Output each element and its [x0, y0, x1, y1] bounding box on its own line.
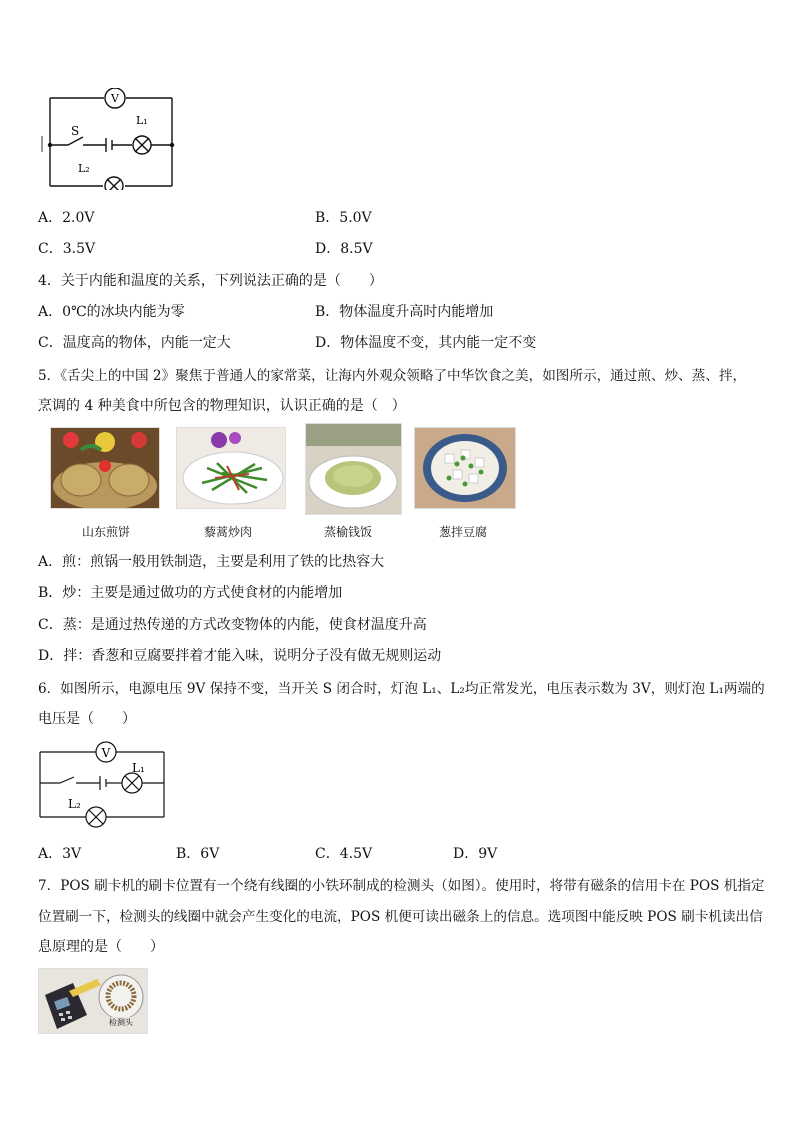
q7-stem-line1: 7．POS 刷卡机的刷卡位置有一个绕有线圈的小铁环制成的检测头（如图）。使用时，将带有磁条的信用卡在 POS 机指定: [38, 878, 765, 894]
food-caption-3: 蒸榆钱饭: [324, 525, 373, 539]
food-image-yuqian: [305, 423, 402, 515]
q6-stem-line1: 6．如图所示，电源电压 9V 保持不变，当开关 S 闭合时，灯泡 L₁、L₂均正常发光，电压表示数为 3V，则灯泡 L₁两端的: [38, 681, 765, 697]
q6-option-c[interactable]: C．4.5V: [315, 846, 373, 862]
pos-machine-image: [38, 968, 148, 1034]
q3-l1-label: L₁: [136, 114, 148, 127]
q3-voltmeter-label: V: [111, 92, 119, 105]
q5-stem-line2: 烹调的 4 种美食中所包含的物理知识，认识正确的是（ ）: [38, 398, 406, 414]
pos-detector-label: 检测头: [109, 1018, 133, 1027]
food-image-doufu: [414, 427, 516, 509]
q4-option-a[interactable]: A．0℃的冰块内能为零: [38, 304, 185, 320]
q6-stem-line2: 电压是（ ）: [38, 711, 136, 727]
q7-stem-line3: 息原理的是（ ）: [38, 939, 164, 955]
food-caption-2: 藜蒿炒肉: [204, 525, 253, 539]
q5-stem-line1: 5．《舌尖上的中国 2》聚焦于普通人的家常菜，让海内外观众领略了中华饮食之美，如图所示，通过煎、炒、蒸、拌，: [38, 368, 747, 384]
q6-option-a[interactable]: A．3V: [38, 846, 82, 862]
q6-l1-label: L₁: [132, 761, 145, 775]
q3-option-a[interactable]: A．2.0V: [38, 210, 95, 226]
food-image-jianbing: [50, 427, 160, 509]
q4-option-d[interactable]: D．物体温度不变，其内能一定不变: [315, 335, 537, 351]
q3-option-c[interactable]: C．3.5V: [38, 241, 96, 257]
q7-stem-line2: 位置刷一下，检测头的线圈中就会产生变化的电流，POS 机便可读出磁条上的信息。选项图中能反映 POS 刷卡机读出信: [38, 909, 763, 925]
q3-option-d[interactable]: D．8.5V: [315, 241, 373, 257]
q3-option-b[interactable]: B．5.0V: [315, 210, 372, 226]
q6-option-b[interactable]: B．6V: [176, 846, 220, 862]
food-image-liaohao: [176, 427, 286, 509]
q5-option-b[interactable]: B．炒：主要是通过做功的方式使食材的内能增加: [38, 585, 343, 601]
food-caption-1: 山东煎饼: [82, 525, 131, 539]
q6-l2-label: L₂: [68, 797, 81, 811]
q4-option-b[interactable]: B．物体温度升高时内能增加: [315, 304, 494, 320]
q6-voltmeter-label: V: [101, 746, 111, 760]
q5-option-c[interactable]: C．蒸：是通过热传递的方式改变物体的内能，使食材温度升高: [38, 617, 427, 633]
q4-option-c[interactable]: C．温度高的物体，内能一定大: [38, 335, 231, 351]
q6-circuit-diagram: [36, 738, 170, 830]
q3-l2-label: L₂: [78, 162, 90, 175]
food-caption-4: 葱拌豆腐: [439, 525, 488, 539]
q6-option-d[interactable]: D．9V: [453, 846, 498, 862]
q5-option-d[interactable]: D．拌：香葱和豆腐要拌着才能入味，说明分子没有做无规则运动: [38, 648, 442, 664]
q5-option-a[interactable]: A．煎：煎锅一般用铁制造，主要是利用了铁的比热容大: [38, 554, 385, 570]
q4-stem: 4．关于内能和温度的关系，下列说法正确的是（ ）: [38, 273, 383, 289]
q3-switch-label: S: [71, 124, 80, 138]
q3-circuit-diagram: [38, 88, 178, 190]
